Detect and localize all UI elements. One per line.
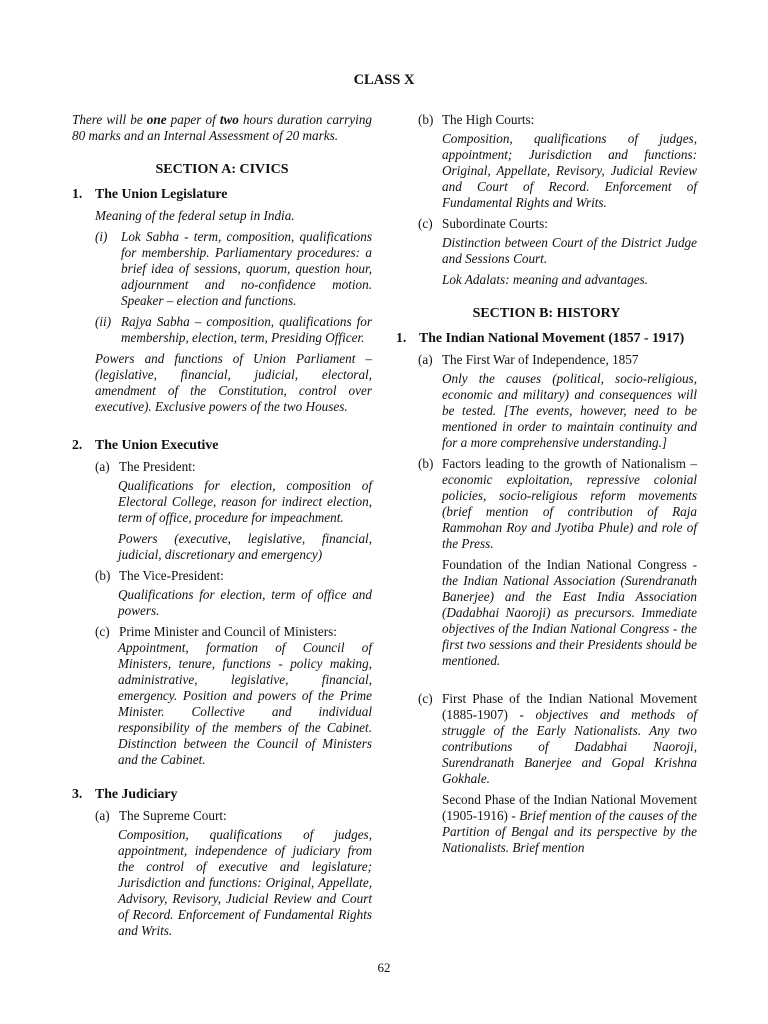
lok-sabha-item [95,229,372,309]
roman-numeral: (ii) [95,314,112,329]
supreme-court-text: Composition, qualifications of judges, appointment, independence of judiciary from the control of executive and legislature; Jurisdiction and functions: Original, Appellate, Advisory, Revisory, Judicial Review and Court of Record. Enforcement of Fundamental Rights and Writs. [118,827,372,938]
high-court-text: Composition, qualifications of judges, appointment; Jurisdiction and functions: Original, Appellate, Revisory, Judicial Review and Court of Record. Enforcement of Fundamental Rights and Writs. [442,131,697,210]
president-item [95,459,372,475]
supreme-court-item [95,808,372,824]
rajya-sabha-item [95,314,372,346]
item-label: (c) [95,624,110,639]
intro-bold-two: two [219,112,239,127]
heading-number: 2. [72,437,83,452]
first-phase-lead: First Phase of the Indian National Movement (1885-1907) - [442,691,697,722]
first-war-item [418,352,697,368]
vice-president-item [95,568,372,584]
heading-text: The Judiciary [95,786,178,801]
nationalism-text [442,456,697,552]
section-a-title: SECTION A: CIVICS [155,162,289,177]
page-title: CLASS X [353,72,415,88]
prime-minister-text: Appointment, formation of Council of Ministers, tenure, functions - policy making, administrative, legislative, financial, emergency. Position and powers of the Prime Minister. Collective and individual responsibility of the members of the Cabinet. Distinction between the Council of Ministers and the Cabinet. [118,640,372,767]
heading-judiciary [72,786,372,802]
lok-adalats-text: Lok Adalats: meaning and advantages. [442,272,648,287]
intro-paragraph [72,112,372,144]
first-war-text: Only the causes (political, socio-religious, economic and military) and consequences will be tested. [The events, however, need to be mentioned in order to maintain continuity and for a more comprehensive understanding.] [442,371,697,450]
item-label: (b) [95,568,111,583]
item-title: The First War of Independence, 1857 [442,352,639,367]
heading-text: The Indian National Movement (1857 - 1917) [419,330,685,345]
heading-number: 1. [396,330,407,345]
item-title: The High Courts: [442,112,535,127]
heading-union-legislature [72,186,372,202]
page-number: 62 [377,960,391,975]
first-phase-item [418,691,697,787]
intro-text-1: There will be [72,112,147,127]
second-phase-text [442,792,697,856]
item-title: Prime Minister and Council of Ministers: [119,624,337,639]
rajya-sabha-text: Rajya Sabha – composition, qualifications for membership, election, term, Presiding Officer. [121,314,372,345]
subordinate-courts-item [418,216,697,232]
left-column [72,112,372,939]
heading-number: 3. [72,786,83,801]
high-court-item [418,112,697,128]
president-qualifications-text: Qualifications for election, composition of Electoral College, reason for indirect election, term of office, procedure for impeachment. [118,478,372,525]
item-title: The Vice-President: [119,568,224,583]
first-phase-detail: objectives and methods of struggle of the Early Nationalists. Any two contributions of Dadabhai Naoroji, Surendranath Banerjee and Gopal Krishna Gokhale. [442,707,697,786]
heading-national-movement [396,330,697,346]
item-label: (c) [418,216,433,231]
federal-setup-text: Meaning of the federal setup in India. [95,208,295,223]
item-title: Subordinate Courts: [442,216,548,231]
item-label: (a) [95,459,110,474]
item-label: (c) [418,691,433,706]
item-title: The President: [119,459,196,474]
intro-bold-one: one [146,112,167,127]
section-b-title: SECTION B: HISTORY [472,306,621,321]
second-phase-detail: Brief mention of the causes of the Partition of Bengal and its perspective by the Nationalists. Brief mention [442,808,697,855]
nationalism-lead: Factors leading to the growth of Nationalism [442,456,691,471]
heading-number: 1. [72,186,83,201]
subordinate-courts-text: Distinction between Court of the District Judge and Sessions Court. [442,235,697,266]
roman-numeral: (i) [95,229,108,244]
heading-text: The Union Legislature [95,186,228,201]
president-powers-text: Powers (executive, legislative, financial, judicial, discretionary and emergency) [118,531,372,562]
nationalism-detail: – economic exploitation, repressive colonial policies, socio-religious reform movements (brief mention of contribution of Raja Rammohan Roy and Jyotiba Phule) and role of the Press. [442,456,697,551]
intro-text-3: hours duration carrying 80 marks and an Internal Assessment of 20 marks. [72,112,373,143]
prime-minister-item [95,624,372,640]
first-phase-text [442,691,697,787]
heading-text: The Union Executive [95,437,219,452]
lok-sabha-text: Lok Sabha - term, composition, qualifications for membership. Parliamentary procedures: a brief idea of sessions, quorum, question hour, adjournment and no-confidence motion. Speaker – election and functions. [121,229,372,308]
congress-detail: the Indian National Association (Surendranath Banerjee) and the East India Association (Dadabhai Naoroji) as precursors. Immediate objectives of the Indian National Congress - the first two sessions and their Presidents should be mentioned. [442,573,697,668]
item-label: (b) [418,112,434,127]
item-label: (b) [418,456,434,471]
congress-foundation-text [442,557,697,669]
item-title: The Supreme Court: [119,808,227,823]
second-phase-lead: Second Phase of the Indian National Movement (1905-1916) - [442,792,697,823]
nationalism-item [418,456,697,552]
heading-union-executive [72,437,372,453]
item-label: (a) [418,352,433,367]
vice-president-text: Qualifications for election, term of office and powers. [118,587,372,618]
intro-text-2: paper of [166,112,220,127]
congress-lead: Foundation of the Indian National Congress - [442,557,697,572]
item-label: (a) [95,808,110,823]
parliament-powers-text: Powers and functions of Union Parliament – (legislative, financial, judicial, electoral, amendment of the Constitution, control over executive). Exclusive powers of the two Houses. [95,351,372,414]
right-column [396,112,697,856]
